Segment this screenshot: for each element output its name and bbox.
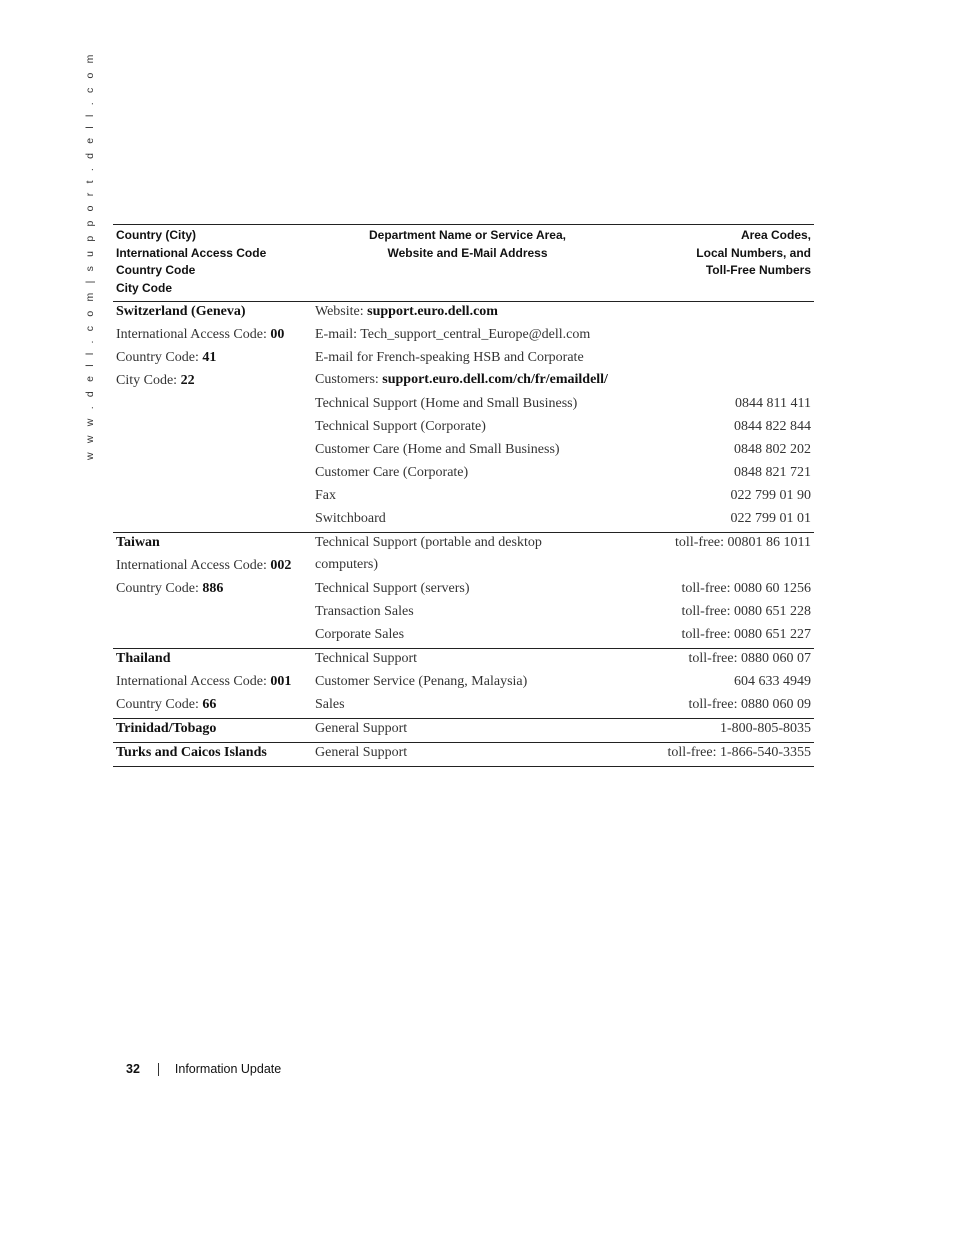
department: General Support [312, 719, 623, 743]
department: Customer Care (Home and Small Business) [315, 442, 560, 457]
number: toll-free: 00801 86 1011 [675, 535, 811, 550]
table-row [113, 440, 814, 463]
country-name: Trinidad/Tobago [113, 719, 312, 743]
table-row [113, 509, 814, 533]
header-country: Country (City) International Access Code Country Code City Code [113, 225, 312, 302]
country-code: Country Code: 886 [116, 581, 224, 596]
department: Technical Support (portable and desktop [315, 535, 542, 550]
number: 0844 811 411 [735, 396, 811, 411]
department: Corporate Sales [312, 625, 623, 649]
department: E-mail: Tech_support_central_Europe@dell.com [315, 327, 591, 342]
table-row [113, 719, 814, 743]
footer-divider [158, 1063, 159, 1076]
table-row [113, 348, 814, 371]
department: Customer Service (Penang, Malaysia) [315, 674, 528, 689]
access-code: International Access Code: 001 [116, 674, 292, 689]
number: 0848 821 721 [734, 465, 811, 480]
number [623, 325, 814, 348]
number: toll-free: 0080 651 228 [681, 604, 811, 619]
department: Customer Care (Corporate) [315, 465, 469, 480]
department: Technical Support (servers) [315, 581, 470, 596]
number: toll-free: 0880 060 09 [623, 695, 814, 719]
number: 0848 802 202 [734, 442, 811, 457]
page-number: 32 [126, 1062, 140, 1076]
header-department: Department Name or Service Area, Website and E-Mail Address [312, 225, 623, 302]
table-row [113, 625, 814, 649]
email-link[interactable]: support.euro.dell.com/ch/fr/emaildell/ [382, 372, 608, 387]
table-row [113, 672, 814, 695]
table-row [113, 371, 814, 394]
contacts-table [113, 224, 814, 767]
department: General Support [312, 743, 623, 767]
number: 022 799 01 90 [730, 488, 811, 503]
number [623, 371, 814, 394]
table-row [113, 417, 814, 440]
department: Fax [315, 488, 336, 503]
table-row [113, 649, 814, 673]
header-numbers: Area Codes, Local Numbers, and Toll-Free Numbers [623, 225, 814, 302]
number: 1-800-805-8035 [623, 719, 814, 743]
department: Website: support.euro.dell.com [315, 304, 498, 319]
city-code: City Code: 22 [116, 373, 195, 388]
country-code: Country Code: 66 [113, 695, 312, 719]
country-code: Country Code: 41 [116, 350, 217, 365]
number: toll-free: 0080 60 1256 [681, 581, 811, 596]
number: toll-free: 0080 651 227 [623, 625, 814, 649]
access-code: International Access Code: 00 [116, 327, 285, 342]
table-row [113, 463, 814, 486]
country-name: Thailand [116, 651, 171, 666]
country-name: Switzerland (Geneva) [116, 304, 246, 319]
country-name: Turks and Caicos Islands [113, 743, 312, 767]
department: Transaction Sales [315, 604, 414, 619]
footer-title: Information Update [174, 1062, 282, 1076]
table-row [113, 556, 814, 579]
number [623, 302, 814, 326]
number: toll-free: 0880 060 07 [688, 651, 811, 666]
table-row [113, 533, 814, 557]
table-row [113, 302, 814, 326]
department: Customers: support.euro.dell.com/ch/fr/emaildell/ [315, 372, 608, 387]
department: Technical Support (Corporate) [315, 419, 486, 434]
number: 0844 822 844 [734, 419, 811, 434]
access-code: International Access Code: 002 [116, 558, 292, 573]
side-url-text: w w w . d e l l . c o m | s u p p o r t . d e l l . c o m [84, 51, 96, 460]
number: 604 633 4949 [734, 674, 811, 689]
table-row [113, 325, 814, 348]
table-row [113, 579, 814, 602]
department: E-mail for French-speaking HSB and Corporate [315, 350, 584, 365]
department: Technical Support [315, 651, 418, 666]
department: Switchboard [312, 509, 623, 533]
table-row [113, 394, 814, 417]
table-row [113, 486, 814, 509]
number: toll-free: 1-866-540-3355 [623, 743, 814, 767]
country-name: Taiwan [116, 535, 160, 550]
department: Sales [312, 695, 623, 719]
table-row [113, 743, 814, 767]
department: Technical Support (Home and Small Business) [315, 396, 578, 411]
number: 022 799 01 01 [623, 509, 814, 533]
table-row [113, 695, 814, 719]
number [623, 556, 814, 579]
department: computers) [315, 557, 378, 572]
table-header-row [113, 225, 814, 302]
table-row [113, 602, 814, 625]
website-link[interactable]: support.euro.dell.com [367, 304, 498, 319]
number [623, 348, 814, 371]
page-footer [126, 1062, 281, 1076]
